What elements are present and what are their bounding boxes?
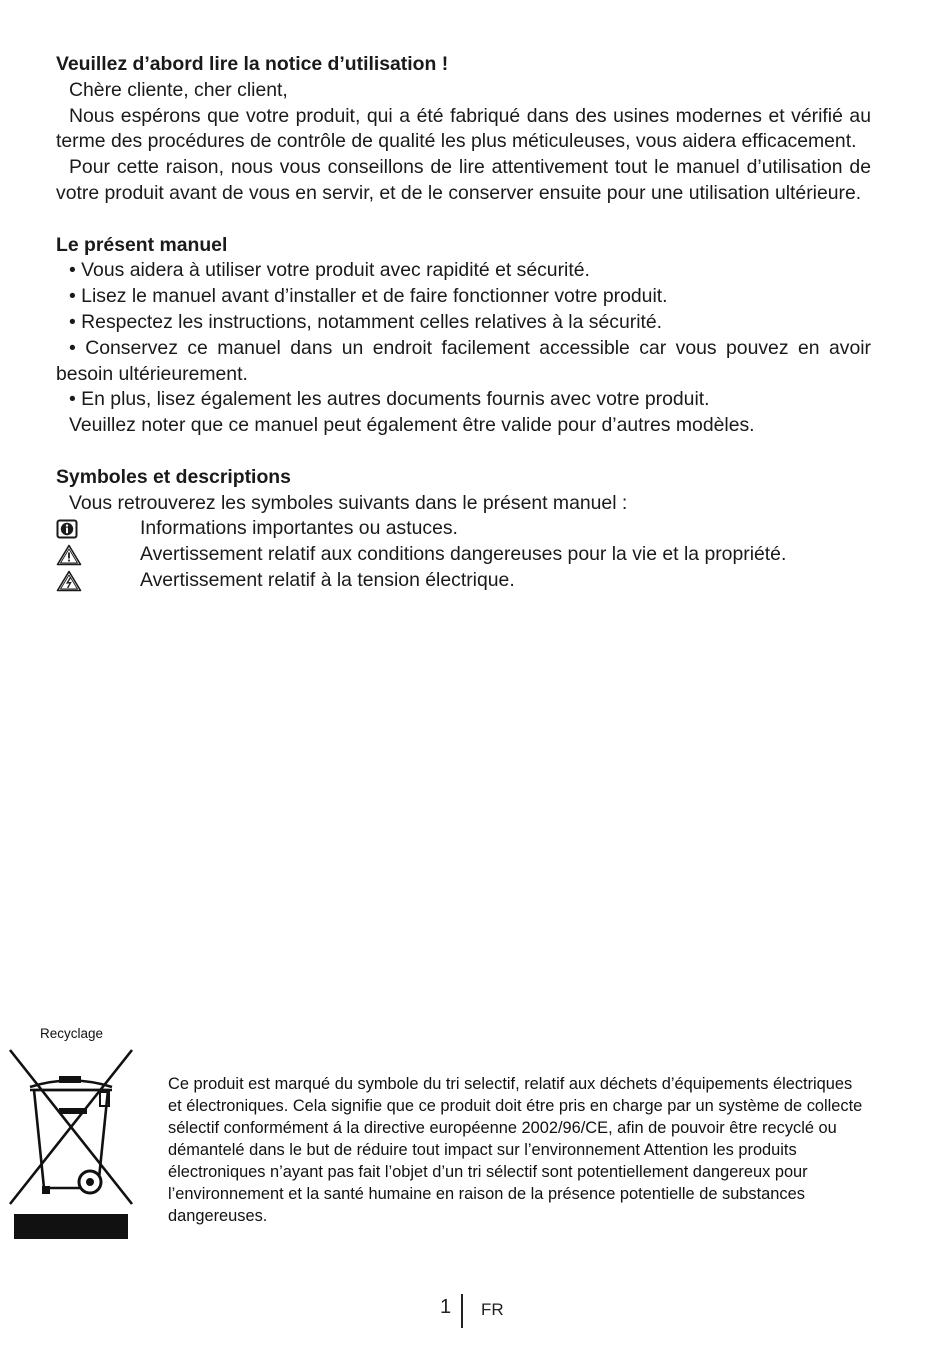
manual-heading: Le présent manuel <box>56 233 228 256</box>
symbol-text-info: Informations importantes ou astuces. <box>140 517 458 540</box>
page-number: 1 <box>440 1296 452 1318</box>
warning-triangle-icon <box>56 542 140 568</box>
symbol-row-warning <box>56 542 871 568</box>
symbol-text-electric: Avertissement relatif à la tension électrique. <box>140 568 515 591</box>
footer-divider <box>461 1294 463 1328</box>
manual-bullet: • Respectez les instructions, notamment celles relatives à la sécurité. <box>69 310 663 333</box>
symbol-text-warning: Avertissement relatif aux conditions dangereuses pour la vie et la propriété. <box>140 543 787 566</box>
intro-paragraph-1: Nous espérons que votre produit, qui a été fabriqué dans des usines modernes et vérifié au terme des procédures de contrôle de qualité les plus méticuleuses, vous aidera efficacement. <box>56 104 871 153</box>
language-code: FR <box>481 1300 504 1319</box>
intro-heading: Veuillez d’abord lire la notice d’utilisation ! <box>56 53 449 75</box>
recycling-label: Recyclage <box>40 1026 104 1041</box>
manual-bullet: • Lisez le manuel avant d’installer et de faire fonctionner votre produit. <box>69 285 668 308</box>
electric-warning-icon <box>56 568 140 594</box>
manual-note: Veuillez noter que ce manuel peut également être valide pour d’autres modèles. <box>69 414 755 437</box>
manual-bullet: • Conservez ce manuel dans un endroit facilement accessible car vous pouvez en avoir besoin ultérieurement. <box>56 336 871 385</box>
manual-bullet: • En plus, lisez également les autres documents fournis avec votre produit. <box>69 388 710 411</box>
symbols-intro: Vous retrouverez les symboles suivants dans le présent manuel : <box>69 491 628 514</box>
symbols-heading: Symboles et descriptions <box>56 465 291 488</box>
page-footer <box>0 1294 950 1330</box>
symbol-row-info <box>56 516 871 542</box>
info-icon <box>56 516 140 542</box>
crossed-bin-icon <box>8 1046 134 1242</box>
intro-paragraph-2: Pour cette raison, nous vous conseillons de lire attentivement tout le manuel d’utilisation de votre produit avant de vous en servir, et de le conserver ensuite pour une utilisation ultérieure. <box>56 156 871 204</box>
manual-page-content <box>56 52 871 594</box>
symbol-row-electric <box>56 568 871 594</box>
recycling-text: Ce produit est marqué du symbole du tri selectif, relatif aux déchets d’équipements électriques et électroniques. Cela signifie que ce produit doit étre pris en charge par un système de collecte sélectif conformément á la directive européenne 2002/96/CE, afin de pouvoir être recyclé ou démantelé dans le but de réduire tout impact sur l’environnement Attention les produits électroniques n’ayant pas fait l’objet d’un tri sélectif sont potentiellement dangereux pour l’environnement et la santé humaine en raison de la présence potentielle de substances dangereuses. <box>168 1075 863 1225</box>
greeting: Chère cliente, cher client, <box>69 78 288 101</box>
manual-bullet: • Vous aidera à utiliser votre produit avec rapidité et sécurité. <box>69 259 590 282</box>
